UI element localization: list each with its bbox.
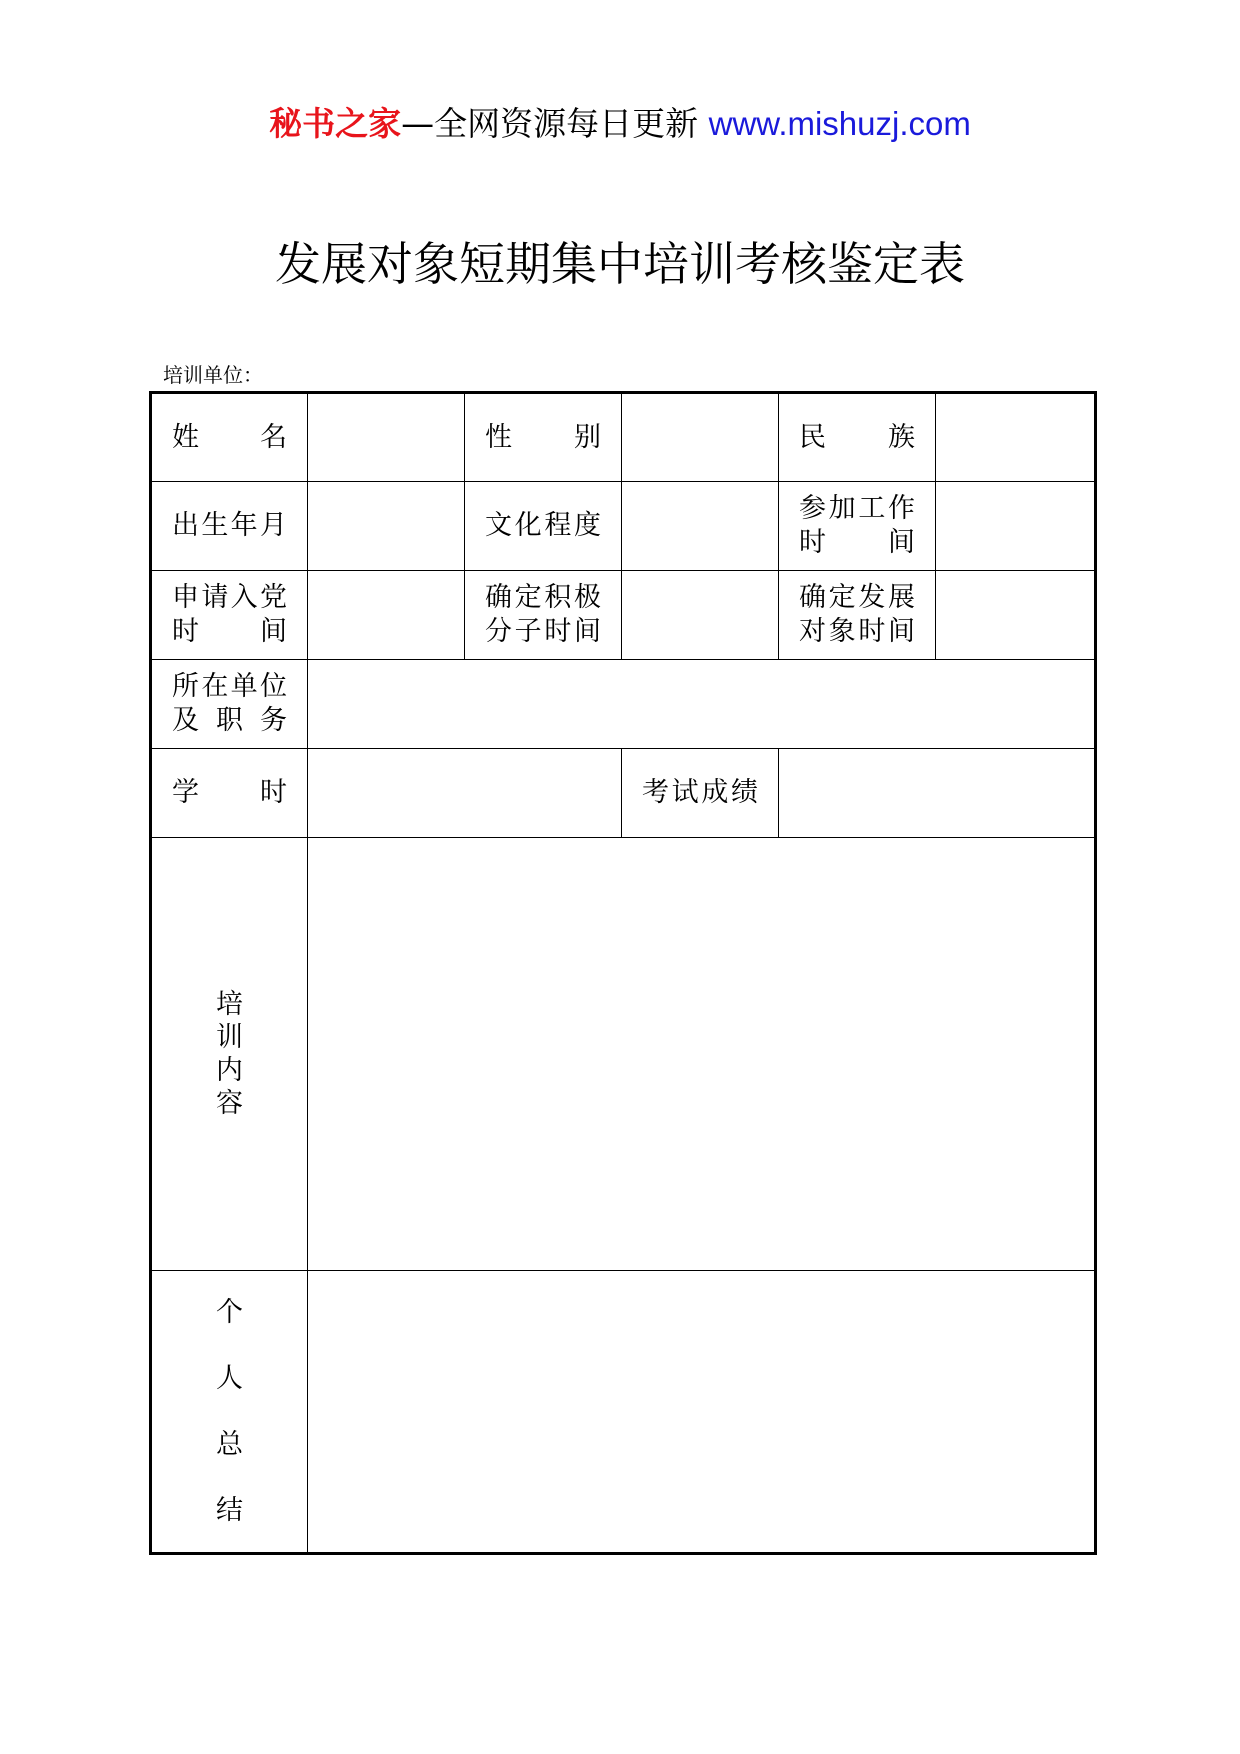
label-work-start: 参加工作 时 间 bbox=[779, 482, 936, 571]
assessment-form-table bbox=[149, 391, 1097, 1555]
training-unit-label: 培训单位： bbox=[163, 363, 263, 387]
label-exam-score: 考试成绩 bbox=[622, 749, 779, 838]
label-gender: 性 别 bbox=[465, 393, 622, 482]
field-hours[interactable] bbox=[308, 749, 622, 838]
field-unit-position[interactable] bbox=[308, 660, 1096, 749]
brand-name: 秘书之家 bbox=[269, 104, 402, 143]
label-name: 姓 名 bbox=[151, 393, 308, 482]
field-birth[interactable] bbox=[308, 482, 465, 571]
label-education: 文化程度 bbox=[465, 482, 622, 571]
site-slogan: —全网资源每日更新 bbox=[401, 104, 699, 143]
field-exam-score[interactable] bbox=[779, 749, 1096, 838]
label-activist-date: 确定积极 分子时间 bbox=[465, 571, 622, 660]
field-training-content[interactable] bbox=[308, 838, 1096, 1271]
form-row-hours-score bbox=[151, 749, 1096, 838]
label-personal-summary: 个 人 总 结 bbox=[151, 1271, 308, 1554]
label-birth: 出生年月 bbox=[151, 482, 308, 571]
label-apply-party: 申请入党 时 间 bbox=[151, 571, 308, 660]
field-work-start[interactable] bbox=[936, 482, 1096, 571]
label-unit-position: 所在单位 及 职 务 bbox=[151, 660, 308, 749]
field-personal-summary[interactable] bbox=[308, 1271, 1096, 1554]
site-header bbox=[0, 100, 1240, 148]
form-row-birth bbox=[151, 482, 1096, 571]
label-hours: 学 时 bbox=[151, 749, 308, 838]
field-apply-party[interactable] bbox=[308, 571, 465, 660]
site-url-link[interactable]: www.mishuzj.com bbox=[708, 105, 971, 142]
form-row-personal-summary bbox=[151, 1271, 1096, 1554]
field-name[interactable] bbox=[308, 393, 465, 482]
form-row-training-content bbox=[151, 838, 1096, 1271]
label-training-content: 培 训 内 容 bbox=[151, 838, 308, 1271]
field-gender[interactable] bbox=[622, 393, 779, 482]
field-ethnicity[interactable] bbox=[936, 393, 1096, 482]
form-row-unit-position bbox=[151, 660, 1096, 749]
field-candidate-date[interactable] bbox=[936, 571, 1096, 660]
label-ethnicity: 民 族 bbox=[779, 393, 936, 482]
form-row-party-dates bbox=[151, 571, 1096, 660]
field-activist-date[interactable] bbox=[622, 571, 779, 660]
form-row-basic bbox=[151, 393, 1096, 482]
field-education[interactable] bbox=[622, 482, 779, 571]
document-title: 发展对象短期集中培训考核鉴定表 bbox=[275, 237, 965, 291]
label-candidate-date: 确定发展 对象时间 bbox=[779, 571, 936, 660]
